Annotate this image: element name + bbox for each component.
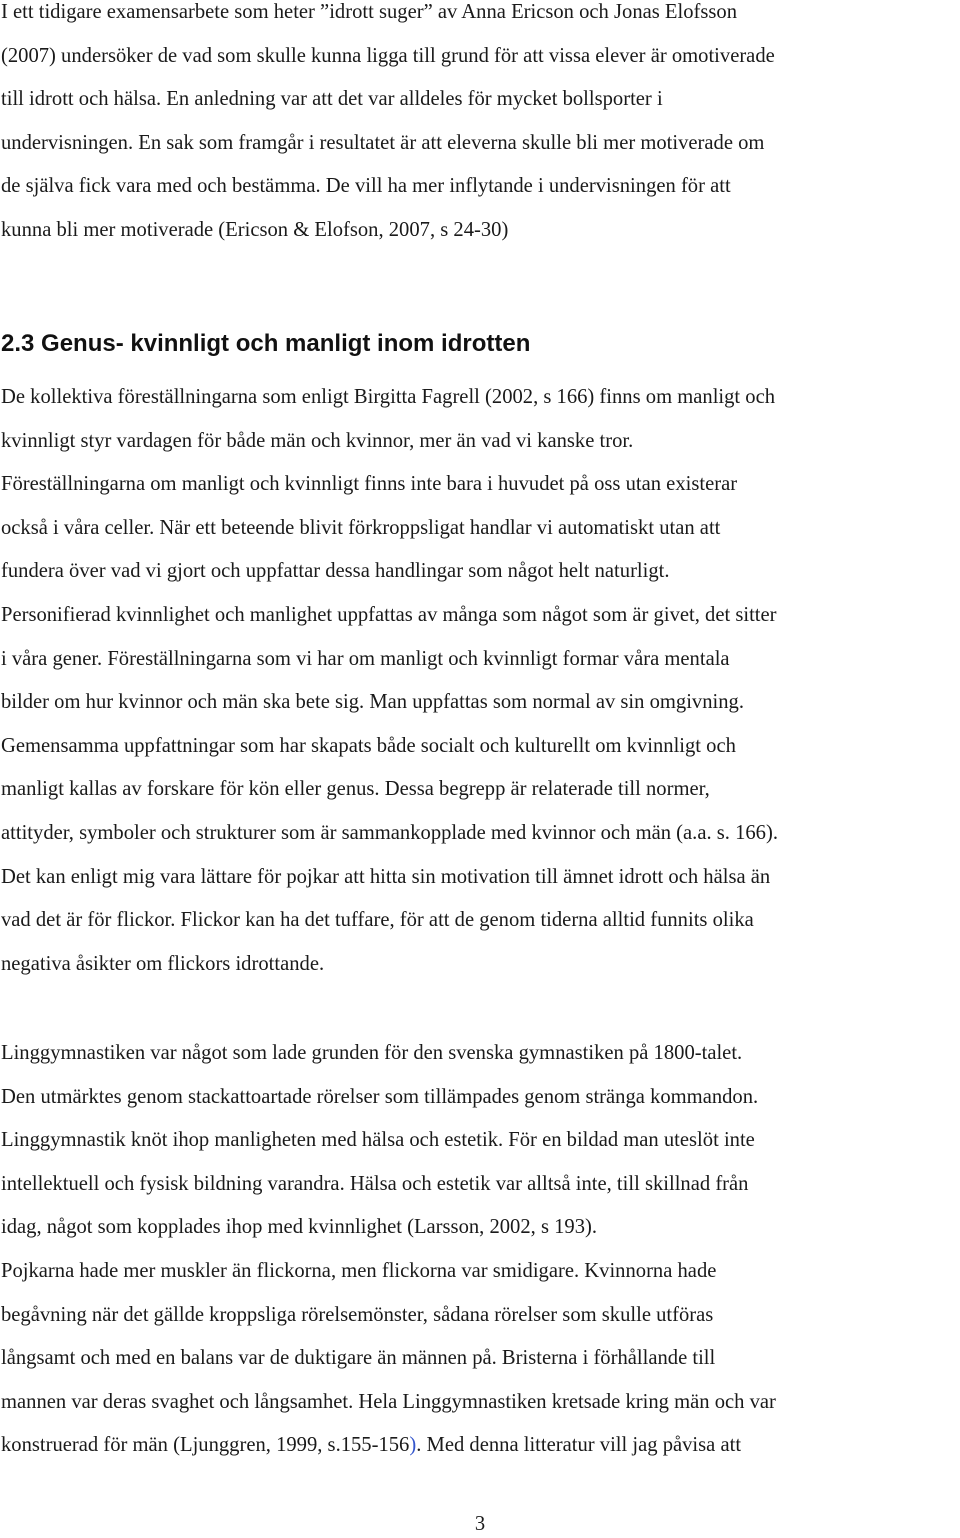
paragraph-linggymnastik: [1, 1032, 959, 1468]
text-line: kunna bli mer motiverade (Ericson & Elofson, 2007, s 24-30): [1, 218, 509, 241]
paragraph-examensarbete: [1, 0, 959, 253]
text-line: de själva fick vara med och bestämma. De vill ha mer inflytande i undervisningen för att: [1, 175, 731, 198]
text-line: idag, något som kopplades ihop med kvinnlighet (Larsson, 2002, s 193).: [1, 1216, 598, 1239]
text-segment: . Med denna litteratur vill jag påvisa att: [416, 1434, 742, 1457]
text-line: också i våra celler. När ett beteende blivit förkroppsligat handlar vi automatiskt utan att: [1, 516, 721, 539]
text-line: mannen var deras svaghet och långsamhet. Hela Linggymnastiken kretsade kring män och var: [1, 1390, 776, 1413]
text-segment: konstruerad för män (Ljunggren, 1999, s.155-156: [1, 1434, 410, 1457]
text-line: De kollektiva föreställningarna som enligt Birgitta Fagrell (2002, s 166) finns om manligt och: [1, 386, 776, 408]
text-line: undervisningen. En sak som framgår i resultatet är att eleverna skulle bli mer motiverade om: [1, 131, 765, 154]
text-line: långsamt och med en balans var de duktigare än männen på. Bristerna i förhållande till: [1, 1347, 716, 1370]
text-line: manligt kallas av forskare för kön eller genus. Dessa begrepp är relaterade till normer,: [1, 778, 710, 801]
text-line: fundera över vad vi gjort och uppfattar dessa handlingar som något helt naturligt.: [1, 560, 670, 583]
text-line: till idrott och hälsa. En anledning var att det var alldeles för mycket bollsporter i: [1, 88, 663, 111]
text-line: negativa åsikter om flickors idrottande.: [1, 952, 325, 975]
text-line-last: [1, 1424, 959, 1468]
text-line: bilder om hur kvinnor och män ska bete sig. Man uppfattas som normal av sin omgivning.: [1, 691, 744, 714]
text-line: begåvning när det gällde kroppsliga rörelsemönster, sådana rörelser som skulle utföras: [1, 1303, 714, 1326]
section-heading: 2.3 Genus- kvinnligt och manligt inom idrotten: [1, 330, 531, 357]
text-line: Linggymnastik knöt ihop manligheten med hälsa och estetik. För en bildad man uteslöt inte: [1, 1129, 755, 1152]
text-line: (2007) undersöker de vad som skulle kunna ligga till grund för att vissa elever är omotiverade: [1, 44, 775, 67]
text-line: vad det är för flickor. Flickor kan ha det tuffare, för att de genom tiderna alltid funnits olika: [1, 909, 754, 932]
text-line: intellektuell och fysisk bildning varandra. Hälsa och estetik var alltså inte, till skillnad från: [1, 1172, 749, 1195]
text-line: Föreställningarna om manligt och kvinnligt finns inte bara i huvudet på oss utan existerar: [1, 473, 738, 496]
citation-link[interactable]: ): [409, 1434, 417, 1457]
paragraph-genus: [1, 376, 959, 986]
text-line: Pojkarna hade mer muskler än flickorna, men flickorna var smidigare. Kvinnorna hade: [1, 1259, 717, 1282]
text-line: attityder, symboler och strukturer som är sammankopplade med kvinnor och män (a.a. s. 166).: [1, 821, 778, 844]
page-number: 3: [474, 1513, 486, 1535]
text-line: Linggymnastiken var något som lade grunden för den svenska gymnastiken på 1800-talet.: [1, 1042, 743, 1064]
text-line: I ett tidigare examensarbete som heter ”idrott suger” av Anna Ericson och Jonas Elofsson: [1, 1, 737, 23]
text-line: kvinnligt styr vardagen för både män och kvinnor, mer än vad vi kanske tror.: [1, 429, 634, 452]
text-line: i våra gener. Föreställningarna som vi har om manligt och kvinnligt formar våra mentala: [1, 647, 730, 670]
text-line: Gemensamma uppfattningar som har skapats både socialt och kulturellt om kvinnligt och: [1, 734, 736, 757]
text-line: Den utmärktes genom stackattoartade rörelser som tillämpades genom stränga kommandon.: [1, 1085, 759, 1108]
text-line: Det kan enligt mig vara lättare för pojkar att hitta sin motivation till ämnet idrott och hälsa än: [1, 865, 771, 888]
text-line: Personifierad kvinnlighet och manlighet uppfattas av många som något som är givet, det sitter: [1, 603, 777, 626]
